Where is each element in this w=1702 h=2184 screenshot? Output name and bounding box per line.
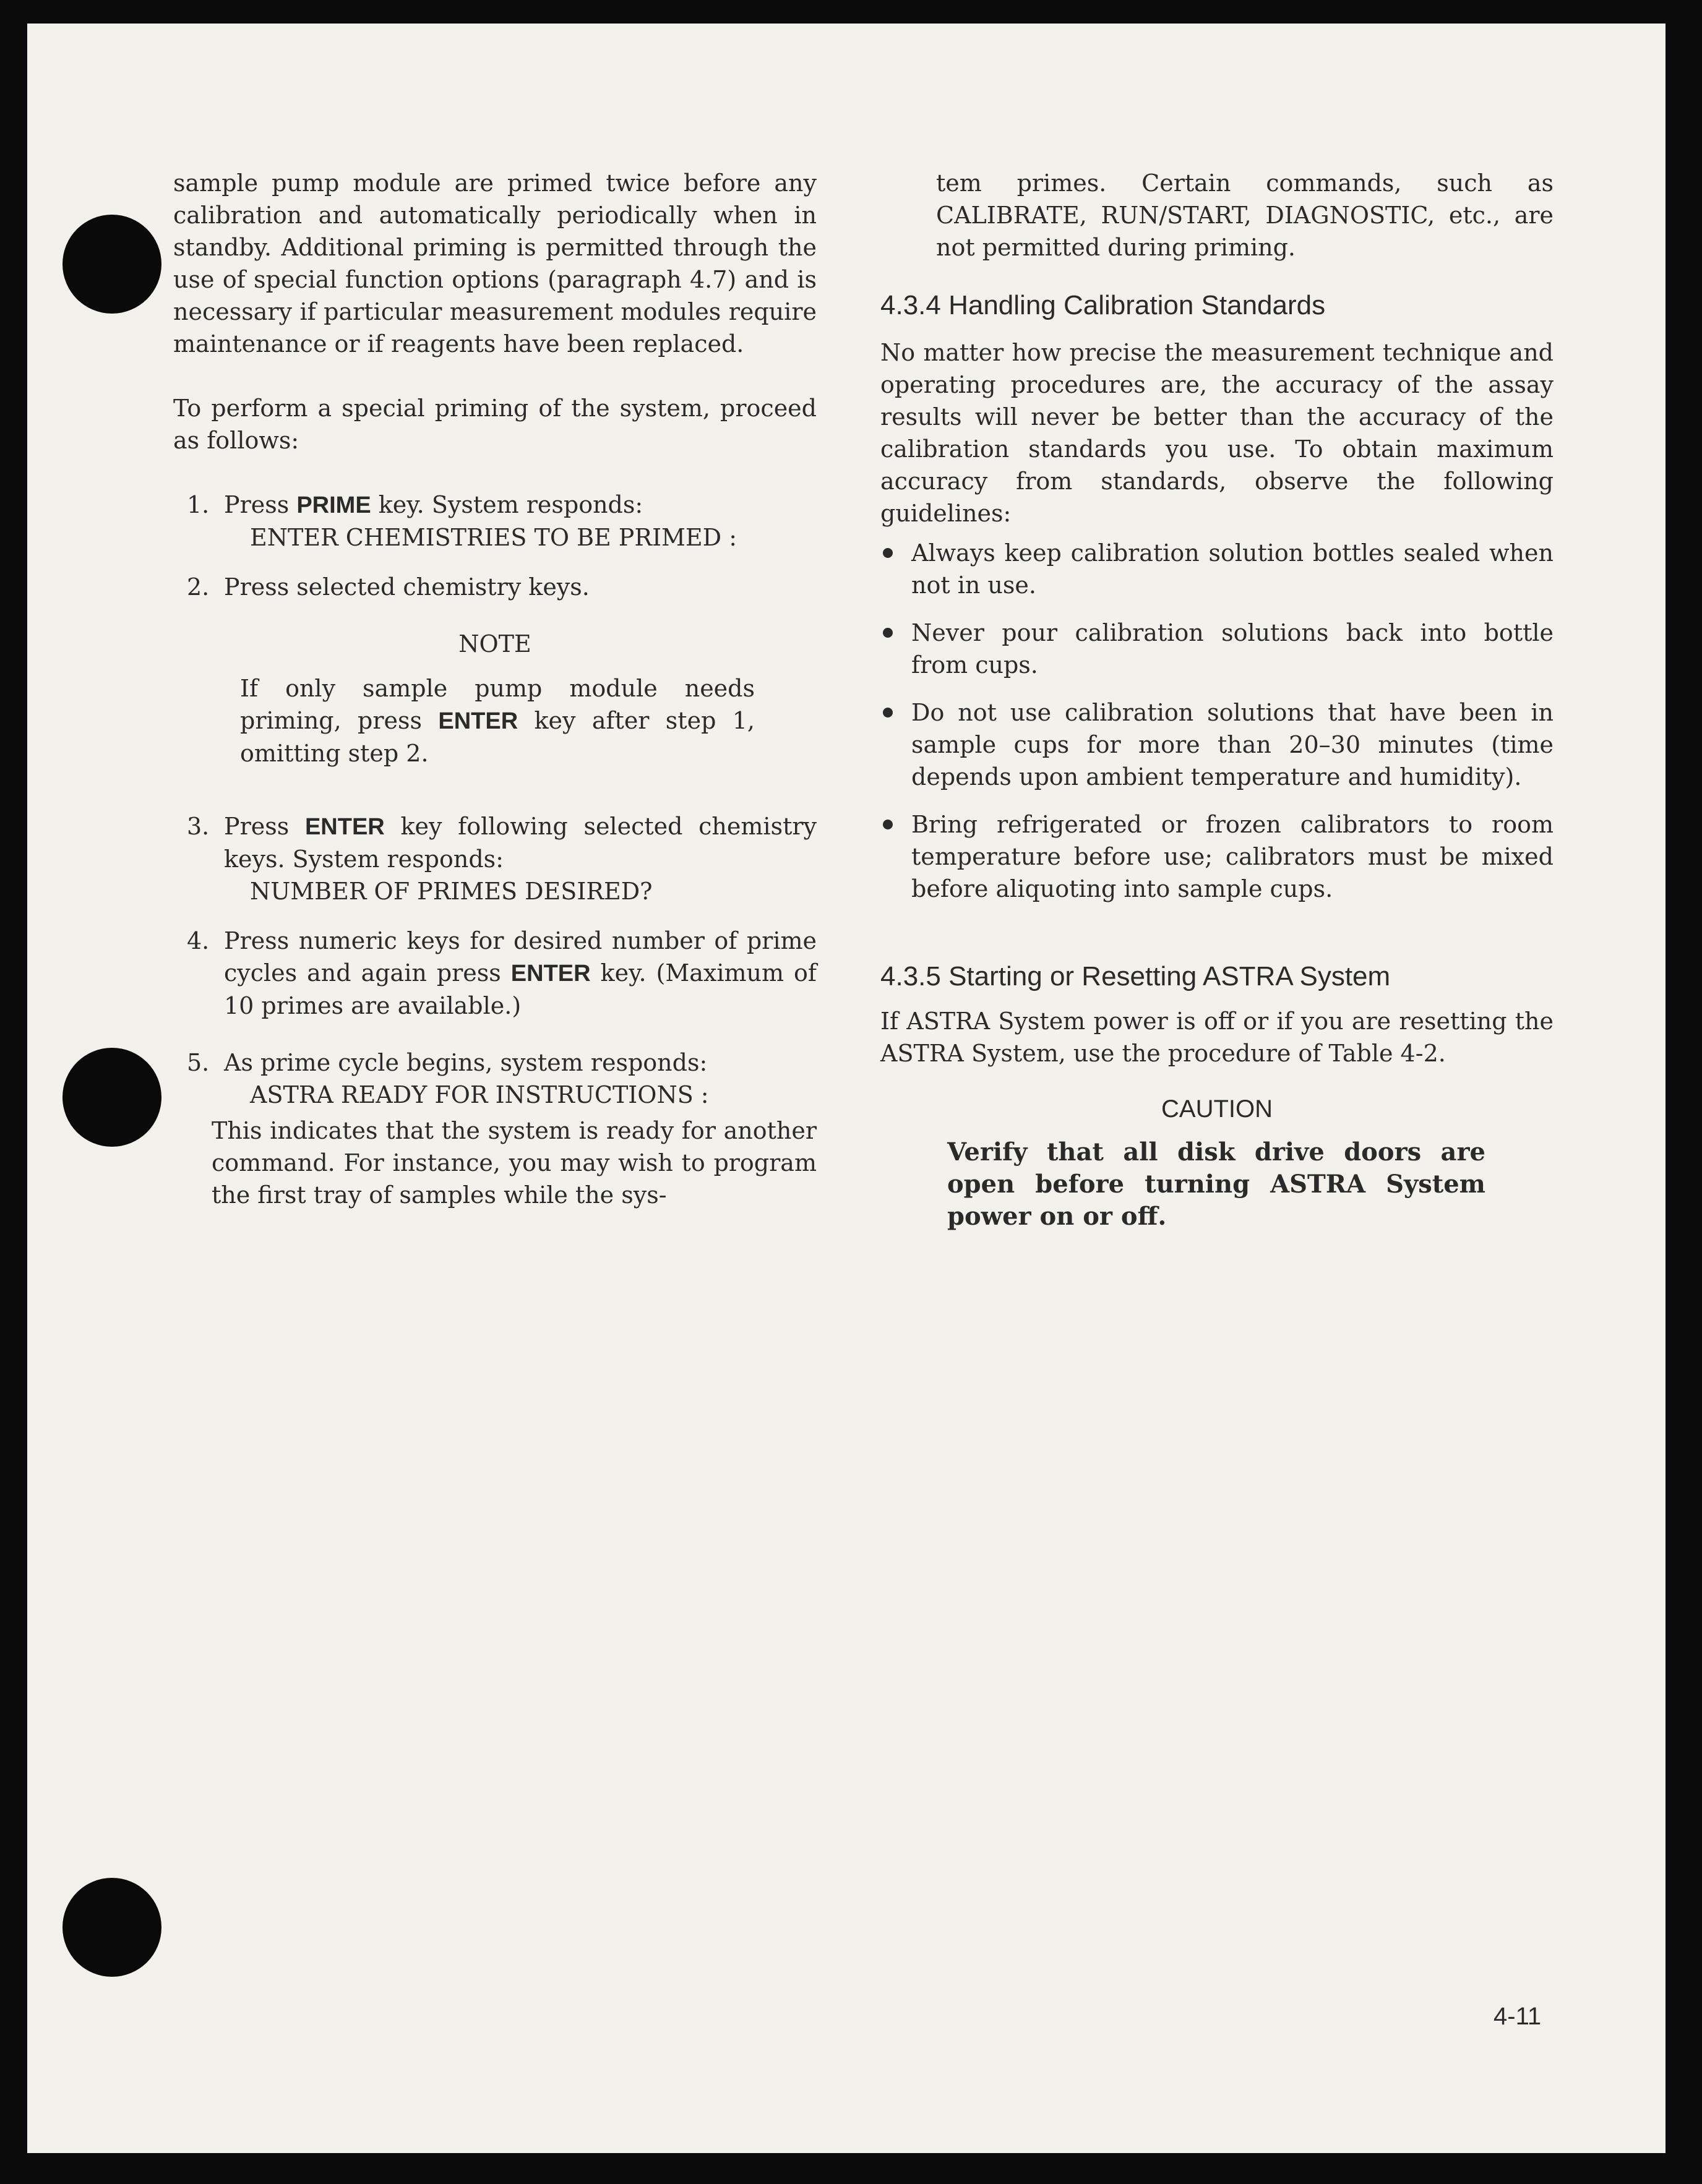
intro-paragraph: sample pump module are primed twice before any calibration and automatically periodically when in standby. Additional priming is permitted through the use of special function options (paragraph 4.7) and is necessary if particular measurement modules require maintenance or if reagents have been replaced. bbox=[173, 169, 817, 358]
step-5 bbox=[173, 1047, 817, 1211]
enter-key-label: ENTER bbox=[438, 708, 518, 734]
list-item: Bring refrigerated or frozen calibrators to room temperature before use; calibrators must be mixed before aliquoting into sample cups. bbox=[880, 808, 1554, 905]
section-heading-4-3-4: 4.3.4 Handling Calibration Standards bbox=[880, 290, 1326, 320]
list-item: Never pour calibration solutions back into bottle from cups. bbox=[880, 617, 1554, 681]
bullet-icon bbox=[883, 548, 893, 558]
caution-text: Verify that all disk drive doors are open before turning ASTRA System power on or off. bbox=[947, 1137, 1485, 1231]
step-3-response: NUMBER OF PRIMES DESIRED? bbox=[250, 878, 653, 905]
document-page bbox=[27, 24, 1665, 2153]
step-5-text: As prime cycle begins, system responds: bbox=[224, 1049, 708, 1076]
astra-system-paragraph: If ASTRA System power is off or if you are resetting the ASTRA System, use the procedure of Table 4-2. bbox=[880, 1008, 1554, 1067]
binder-hole-bottom bbox=[62, 1878, 161, 1977]
binder-hole-top bbox=[62, 215, 161, 314]
step-5-number: 5. bbox=[187, 1049, 210, 1076]
step-2 bbox=[173, 571, 817, 603]
step-2-text: Press selected chemistry keys. bbox=[224, 573, 590, 601]
calibration-standards-paragraph: No matter how precise the measurement technique and operating procedures are, the accuracy of the assay results will never be better than the accuracy of the calibration standards you use. To obtain maximum accuracy from standards, observe the following guidelines: bbox=[880, 339, 1554, 527]
step-2-number: 2. bbox=[187, 573, 210, 601]
step-4-number: 4. bbox=[187, 927, 210, 954]
step-4: 4. Press numeric keys for desired number of prime cycles and again press ENTER key. (Maximum of 10 primes are available.) bbox=[173, 925, 817, 1022]
page-number: 4-11 bbox=[1494, 2003, 1542, 2030]
bullet-icon bbox=[883, 708, 893, 717]
list-item: Always keep calibration solution bottles sealed when not in use. bbox=[880, 537, 1554, 601]
guidelines-list bbox=[880, 537, 1554, 905]
step-5-response: ASTRA READY FOR INSTRUCTIONS : bbox=[250, 1081, 709, 1108]
continued-paragraph: tem primes. Certain commands, such as CALIBRATE, RUN/START, DIAGNOSTIC, etc., are not permitted during priming. bbox=[936, 169, 1554, 261]
step-1: 1. Press PRIME key. System responds: ENTER CHEMISTRIES TO BE PRIMED : bbox=[173, 489, 817, 554]
note-text: If only sample pump module needs priming, press ENTER key after step 1, omitting step 2. bbox=[240, 675, 755, 767]
step-1-number: 1. bbox=[187, 491, 210, 518]
note-heading: NOTE bbox=[458, 630, 531, 657]
step-1-response: ENTER CHEMISTRIES TO BE PRIMED : bbox=[250, 524, 737, 551]
step-5-explanation: This indicates that the system is ready for another command. For instance, you may wish to program the first tray of samples while the sys- bbox=[212, 1117, 817, 1209]
binder-hole-middle bbox=[62, 1048, 161, 1147]
section-heading-4-3-5: 4.3.5 Starting or Resetting ASTRA System bbox=[880, 961, 1391, 991]
bullet-icon bbox=[883, 820, 893, 829]
enter-key-label: ENTER bbox=[510, 961, 591, 987]
step-3-number: 3. bbox=[187, 813, 210, 840]
left-column bbox=[173, 167, 817, 1211]
prime-key-label: PRIME bbox=[296, 492, 371, 518]
caution-heading: CAUTION bbox=[1161, 1095, 1273, 1123]
perform-paragraph: To perform a special priming of the system, proceed as follows: bbox=[173, 395, 817, 454]
enter-key-label: ENTER bbox=[304, 814, 385, 840]
list-item: Do not use calibration solutions that have been in sample cups for more than 20–30 minutes (time depends upon ambient temperature and humidity). bbox=[880, 696, 1554, 793]
step-3: 3. Press ENTER key following selected chemistry keys. System responds: NUMBER OF PRIMES DESIRED? bbox=[173, 810, 817, 907]
right-column bbox=[880, 167, 1554, 1233]
bullet-icon bbox=[883, 628, 893, 638]
